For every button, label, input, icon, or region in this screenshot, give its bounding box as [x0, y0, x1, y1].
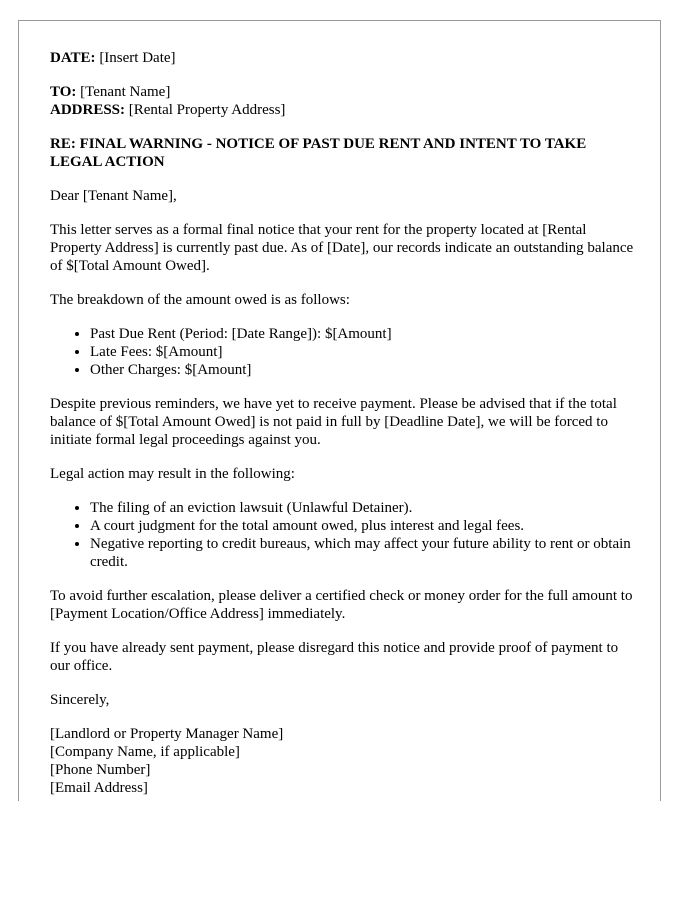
list-item: • A court judgment for the total amount owed, plus interest and legal fees. — [90, 517, 635, 535]
address-line — [50, 101, 635, 119]
disregard-note: If you have already sent payment, please disregard this notice and provide proof of payment to our office. — [50, 640, 619, 674]
legal-consequences-list — [50, 499, 635, 571]
signer-company: [Company Name, if applicable] — [50, 744, 240, 760]
breakdown-list — [50, 325, 635, 379]
address-label: ADDRESS: — [50, 102, 126, 118]
closing: Sincerely, — [50, 692, 110, 708]
to-line — [50, 83, 635, 101]
signer-phone: [Phone Number] — [50, 762, 151, 778]
signer-name: [Landlord or Property Manager Name] — [50, 726, 284, 742]
date-value: [Insert Date] — [99, 50, 176, 66]
to-value: [Tenant Name] — [80, 84, 171, 100]
list-item: • Negative reporting to credit bureaus, which may affect your future ability to rent or obtain credit. — [90, 535, 635, 571]
letter-page — [18, 20, 661, 801]
salutation: Dear [Tenant Name], — [50, 188, 177, 204]
signer-email: [Email Address] — [50, 780, 148, 796]
breakdown-intro: The breakdown of the amount owed is as follows: — [50, 292, 350, 308]
payment-instructions: To avoid further escalation, please deliver a certified check or money order for the full amount to [Payment Location/Office Address] immediately. — [50, 588, 633, 622]
letter-content — [50, 49, 635, 797]
legal-intro: Legal action may result in the following: — [50, 466, 295, 482]
recipient-block — [50, 83, 635, 119]
date-line — [50, 49, 635, 67]
to-label: TO: — [50, 84, 77, 100]
list-item: • The filing of an eviction lawsuit (Unlawful Detainer). — [90, 499, 635, 517]
signature-block — [50, 725, 635, 797]
subject-line: RE: FINAL WARNING - NOTICE OF PAST DUE RENT AND INTENT TO TAKE LEGAL ACTION — [50, 136, 587, 170]
list-item: • Late Fees: $[Amount] — [90, 343, 635, 361]
list-item: • Past Due Rent (Period: [Date Range]): $[Amount] — [90, 325, 635, 343]
list-item: • Other Charges: $[Amount] — [90, 361, 635, 379]
warning-paragraph: Despite previous reminders, we have yet to receive payment. Please be advised that if the total balance of $[Total Amount Owed] is not paid in full by [Deadline Date], we will be forced to initiate formal legal proceedings against you. — [50, 396, 617, 448]
address-value: [Rental Property Address] — [128, 102, 286, 118]
intro-paragraph: This letter serves as a formal final notice that your rent for the property located at [Rental Property Address] is currently past due. As of [Date], our records indicate an outstanding balance of $[Total Amount Owed]. — [50, 222, 634, 274]
date-label: DATE: — [50, 50, 96, 66]
